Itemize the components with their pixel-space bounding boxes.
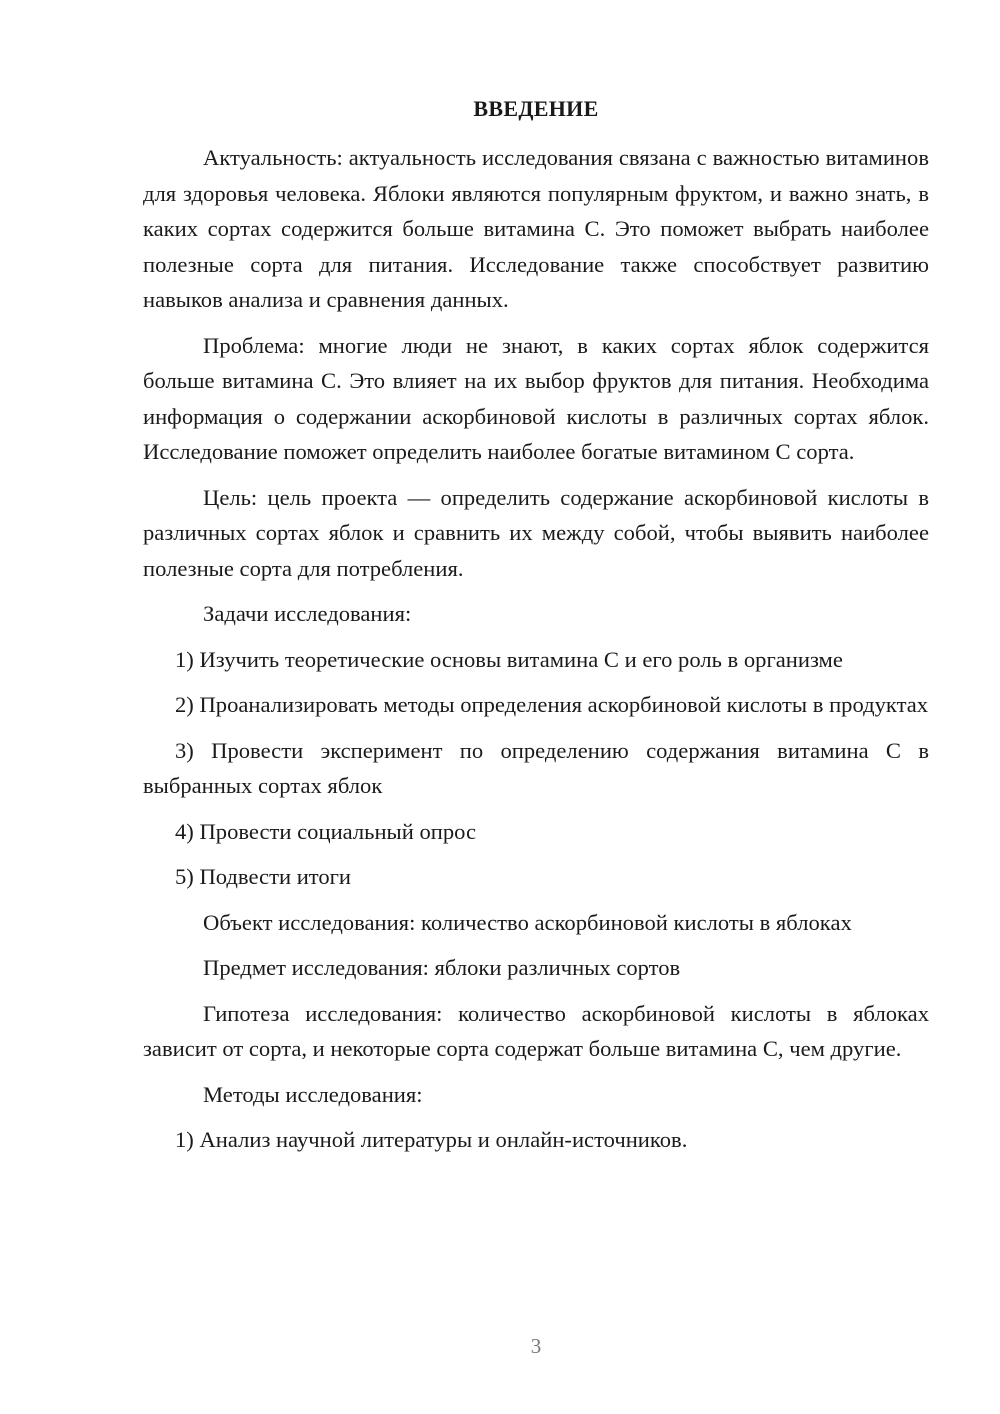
object-paragraph: Объект исследования: количество аскорбиновой кислоты в яблоках <box>203 909 852 935</box>
page-number: 3 <box>530 1334 542 1358</box>
relevance-paragraph: Актуальность: актуальность исследования связана с важностью витаминов для здоровья человека. Яблоки являются популярным фруктом, и важно знать, в каких сортах содержится больше витамина С. Это поможет выбрать наиболее полезные сорта для питания. Исследование также способствует развитию навыков анализа и сравнения данных. <box>143 145 929 312</box>
method-item: 1) Анализ научной литературы и онлайн-источников. <box>175 1127 688 1152</box>
goal-paragraph: Цель: цель проекта — определить содержание аскорбиновой кислоты в различных сортах яблок и сравнить их между собой, чтобы выявить наиболее полезные сорта для потребления. <box>143 484 929 581</box>
task-item: 3) Провести эксперимент по определению содержания витамина С в выбранных сортах яблок <box>143 737 929 798</box>
methods-heading: Методы исследования: <box>203 1081 423 1107</box>
hypothesis-paragraph: Гипотеза исследования: количество аскорбиновой кислоты в яблоках зависит от сорта, и некоторые сорта содержат больше витамина С, чем другие. <box>143 1000 929 1061</box>
task-item: 4) Провести социальный опрос <box>175 818 477 844</box>
subject-paragraph: Предмет исследования: яблоки различных сортов <box>203 955 681 980</box>
task-item: 2) Проанализировать методы определения аскорбиновой кислоты в продуктах <box>175 692 929 717</box>
task-item: 1) Изучить теоретические основы витамина С и его роль в организме <box>175 646 843 672</box>
page-title: ВВЕДЕНИЕ <box>473 96 599 121</box>
tasks-heading: Задачи исследования: <box>203 601 412 626</box>
task-item: 5) Подвести итоги <box>175 864 352 889</box>
problem-paragraph: Проблема: многие люди не знают, в каких сортах яблок содержится больше витамина С. Это влияет на их выбор фруктов для питания. Необходима информация о содержании аскорбиновой кислоты в различных сортах яблок. Исследование поможет определить наиболее богатые витамином С сорта. <box>143 332 929 464</box>
document-body <box>143 140 929 1168</box>
